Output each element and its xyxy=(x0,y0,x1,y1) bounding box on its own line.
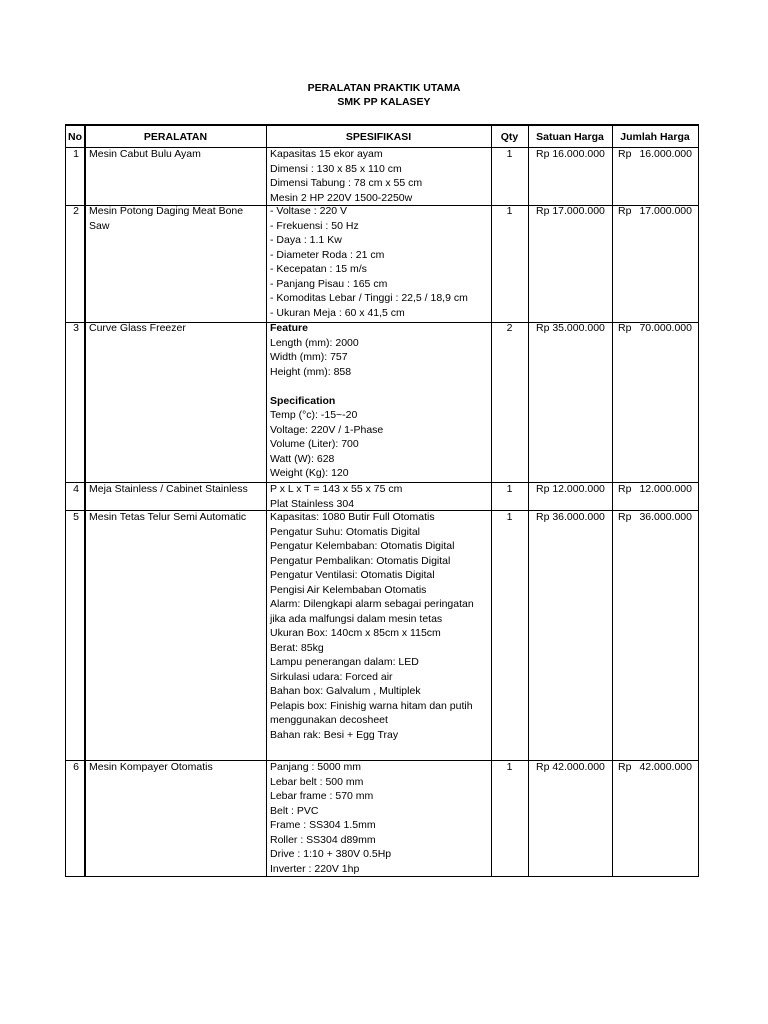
unit-price: Rp 42.000.000 xyxy=(536,761,605,773)
spec-line: Bahan rak: Besi + Egg Tray xyxy=(270,728,399,741)
row-number: 3 xyxy=(73,322,79,334)
spec-line: Kapasitas: 1080 Butir Full Otomatis xyxy=(270,511,435,523)
spec-line: Frame : SS304 1.5mm xyxy=(270,819,376,831)
header-spesifikasi: SPESIFIKASI xyxy=(345,131,412,143)
spec-line: Height (mm): 858 xyxy=(270,365,352,378)
unit-price: Rp 35.000.000 xyxy=(536,322,605,334)
spec-line: menggunakan decosheet xyxy=(270,714,388,726)
spec-line: Length (mm): 2000 xyxy=(270,336,359,349)
spec-line: Bahan box: Galvalum , Multiplek xyxy=(270,685,421,697)
row-number: 6 xyxy=(73,761,79,773)
spec-line: Drive : 1:10 + 380V 0.5Hp xyxy=(270,848,392,860)
spec-line: Pengisi Air Kelembaban Otomatis xyxy=(270,583,427,596)
table-column-border xyxy=(266,124,267,877)
spec-line: Roller : SS304 d89mm xyxy=(270,833,376,846)
spec-line: Lebar frame : 570 mm xyxy=(270,790,374,802)
spec-line: Dimensi Tabung : 78 cm x 55 cm xyxy=(270,177,423,189)
spec-line: Sirkulasi udara: Forced air xyxy=(270,670,393,683)
spec-line: Temp (°c): -15~-20 xyxy=(270,409,358,421)
row-number: 2 xyxy=(73,205,79,217)
qty-value: 1 xyxy=(506,483,513,495)
header-peralatan: PERALATAN xyxy=(143,131,208,143)
header-no: No xyxy=(68,131,82,143)
spec-line: Ukuran Box: 140cm x 85cm x 115cm xyxy=(270,627,441,639)
spec-line: - Ukuran Meja : 60 x 41,5 cm xyxy=(270,306,405,319)
document-title: PERALATAN PRAKTIK UTAMA xyxy=(307,82,461,94)
table-row-border xyxy=(65,876,698,877)
spec-line: Pengatur Kelembaban: Otomatis Digital xyxy=(270,540,455,552)
spec-line: Plat Stainless 304 xyxy=(270,497,355,510)
spec-line: - Kecepatan : 15 m/s xyxy=(270,263,367,275)
row-number: 5 xyxy=(73,511,79,523)
row-number: 1 xyxy=(73,148,79,160)
total-price: 36.000.000 xyxy=(639,511,692,523)
total-currency: Rp xyxy=(618,483,632,495)
header-qty: Qty xyxy=(500,131,519,143)
spec-line: Pelapis box: Finishig warna hitam dan putih xyxy=(270,699,473,712)
table-column-border xyxy=(698,124,699,877)
spec-line: - Daya : 1.1 Kw xyxy=(270,234,342,246)
header-jumlah-harga: Jumlah Harga xyxy=(620,131,690,143)
spec-line: Lampu penerangan dalam: LED xyxy=(270,656,419,668)
spec-line: Pengatur Suhu: Otomatis Digital xyxy=(270,525,420,538)
spec-line: Alarm: Dilengkapi alarm sebagai peringatan xyxy=(270,598,474,610)
total-currency: Rp xyxy=(618,205,632,217)
spec-line: Specification xyxy=(270,394,336,407)
spec-line: Voltage: 220V / 1-Phase xyxy=(270,423,384,436)
total-price: 42.000.000 xyxy=(639,761,692,773)
total-price: 16.000.000 xyxy=(639,148,692,160)
spec-line: Lebar belt : 500 mm xyxy=(270,775,364,788)
total-price: 12.000.000 xyxy=(639,483,692,495)
spec-line: Width (mm): 757 xyxy=(270,351,348,363)
header-satuan-harga: Satuan Harga xyxy=(536,131,604,143)
spec-line: - Komoditas Lebar / Tinggi : 22,5 / 18,9 cm xyxy=(270,292,468,304)
table-row-border xyxy=(65,124,698,126)
qty-value: 1 xyxy=(506,761,513,773)
unit-price: Rp 16.000.000 xyxy=(536,148,605,160)
total-currency: Rp xyxy=(618,511,632,523)
spec-line: Pengatur Ventilasi: Otomatis Digital xyxy=(270,569,435,581)
spec-line: Feature xyxy=(270,322,308,334)
total-currency: Rp xyxy=(618,322,632,334)
spec-line: - Diameter Roda : 21 cm xyxy=(270,248,385,261)
unit-price: Rp 36.000.000 xyxy=(536,511,605,523)
equipment-name: Saw xyxy=(89,219,110,232)
spec-line: Watt (W): 628 xyxy=(270,452,335,465)
equipment-name: Mesin Cabut Bulu Ayam xyxy=(89,148,201,160)
spec-line: - Panjang Pisau : 165 cm xyxy=(270,277,388,290)
unit-price: Rp 12.000.000 xyxy=(536,483,605,495)
document-subtitle: SMK PP KALASEY xyxy=(337,96,431,108)
qty-value: 1 xyxy=(506,205,513,217)
spec-line: Berat: 85kg xyxy=(270,641,324,654)
total-price: 17.000.000 xyxy=(639,205,692,217)
qty-value: 2 xyxy=(506,322,513,334)
spec-line: jika ada malfungsi dalam mesin tetas xyxy=(270,612,443,625)
table-column-border xyxy=(84,124,86,877)
unit-price: Rp 17.000.000 xyxy=(536,205,605,217)
spec-line: Inverter : 220V 1hp xyxy=(270,862,360,875)
total-currency: Rp xyxy=(618,148,632,160)
table-column-border xyxy=(528,124,529,877)
equipment-name: Mesin Kompayer Otomatis xyxy=(89,761,213,773)
spec-line: Volume (Liter): 700 xyxy=(270,438,359,450)
spec-line: Pengatur Pembalikan: Otomatis Digital xyxy=(270,554,451,567)
equipment-name: Mesin Tetas Telur Semi Automatic xyxy=(89,511,247,523)
spec-line: Belt : PVC xyxy=(270,804,319,817)
row-number: 4 xyxy=(73,483,79,495)
total-price: 70.000.000 xyxy=(639,322,692,334)
equipment-name: Curve Glass Freezer xyxy=(89,322,186,334)
spec-line: Weight (Kg): 120 xyxy=(270,467,349,479)
spec-line: Dimensi : 130 x 85 x 110 cm xyxy=(270,162,402,175)
total-currency: Rp xyxy=(618,761,632,773)
spec-line: - Frekuensi : 50 Hz xyxy=(270,219,359,232)
spec-line: Kapasitas 15 ekor ayam xyxy=(270,148,383,160)
qty-value: 1 xyxy=(506,511,513,523)
spec-line: - Voltase : 220 V xyxy=(270,205,348,217)
qty-value: 1 xyxy=(506,148,513,160)
spec-line: Panjang : 5000 mm xyxy=(270,761,362,773)
equipment-name: Meja Stainless / Cabinet Stainless xyxy=(89,483,248,495)
equipment-name: Mesin Potong Daging Meat Bone xyxy=(89,205,244,217)
spec-line: P x L x T = 143 x 55 x 75 cm xyxy=(270,483,403,495)
spec-line: Mesin 2 HP 220V 1500-2250w xyxy=(270,191,413,204)
